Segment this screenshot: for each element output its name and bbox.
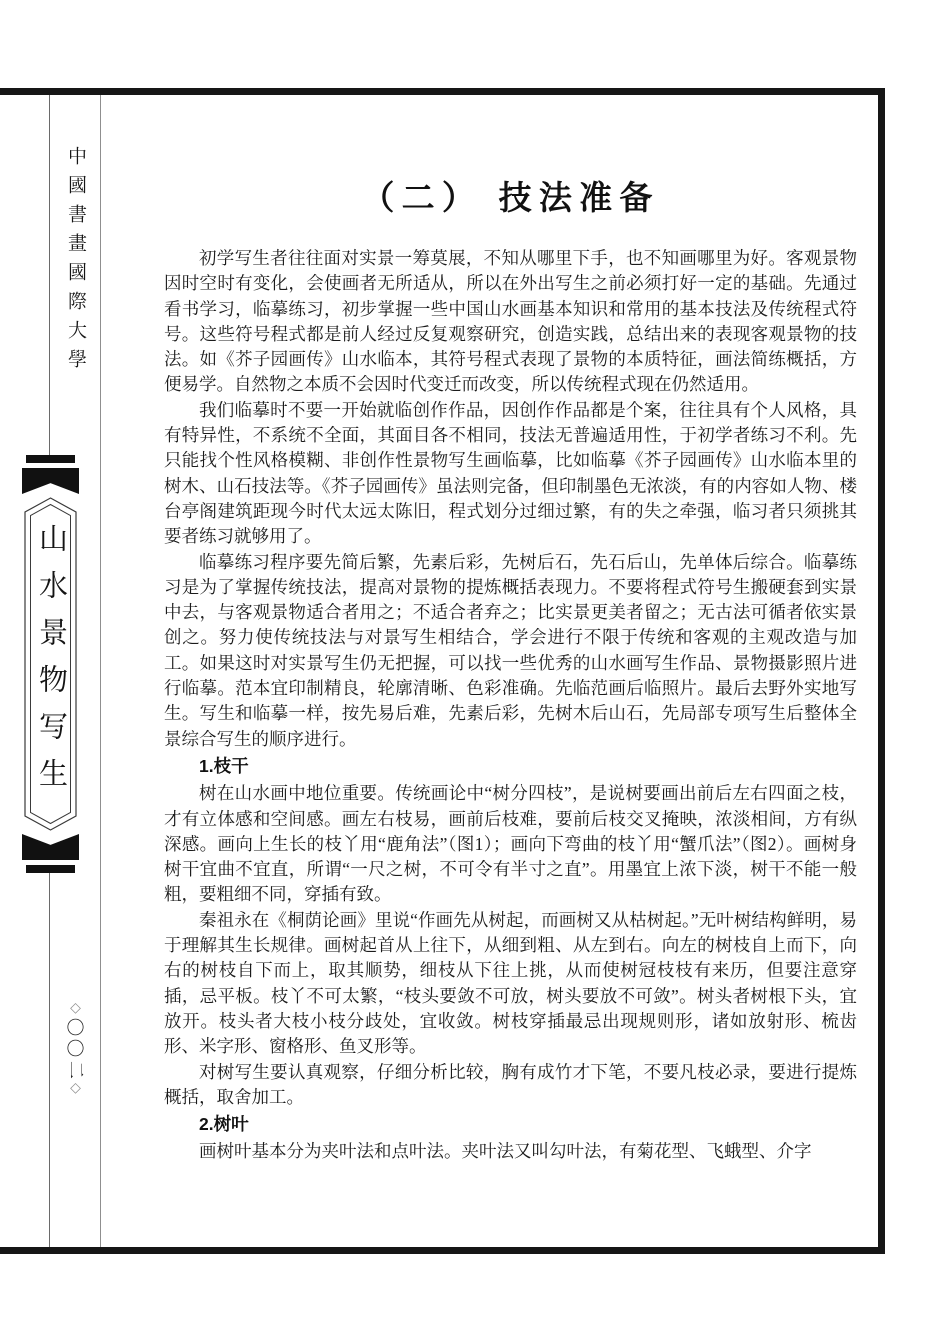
banner-ribbon-top [22, 468, 79, 494]
paragraph: 临摹练习程序要先简后繁，先素后彩，先树后石，先石后山，先单体后综合。临摹练习是为了掌握传统技法，提高对景物的提炼概括表现力。不要将程式符号生搬硬套到实景中去，与客观景物适合者用之；不适合者弃之；比实景更美者留之；无古法可循者依实景创之。努力使传统技法与对景写生相结合，学会进行不限于传统和客观的主观改造与加工。如果这时对实景写生仍无把握，可以找一些优秀的山水画写生作品、景物摄影照片进行临摹。范本宜印制精良，轮廓清晰、色彩准确。先临范画后临照片。最后去野外实地写生。写生和临摹一样，按先易后难，先素后彩，先树木后山石，先局部专项写生后整体全景综合写生的顺序进行。 [164, 551, 857, 749]
folio-digit: 〇 [66, 1018, 85, 1038]
frame-right-rule [878, 88, 885, 1254]
folio-digit: 二 [65, 1061, 86, 1079]
frame-top-rule [0, 88, 885, 95]
banner-plaque [24, 497, 77, 831]
article [164, 172, 857, 1165]
paragraph: 画树叶基本分为夹叶法和点叶法。夹叶法又叫勾叶法，有菊花型、飞蛾型、介字 [199, 1141, 812, 1162]
banner-top-bar [26, 455, 75, 463]
diamond-ornament-icon: ◇ [70, 1001, 81, 1016]
section-heading: 2.树叶 [199, 1114, 249, 1135]
paragraph: 树在山水画中地位重要。传统画论中“树分四枝”，是说树要画出前后左右四面之枝，才有立体感和空间感。画左右枝易，画前后枝难，要前后枝交叉掩映，浓淡相间，方有纵深感。画向上生长的枝丫用“鹿角法”（图1）；画向下弯曲的枝丫用“蟹爪法”（图2）。画树身树干宜曲不宜直，所谓“一尺之树，不可令有半寸之直”。用墨宜上浓下淡，树干不能一般粗，要粗细不同，穿插有致。 [164, 783, 857, 905]
paragraph: 初学写生者往往面对实景一筹莫展，不知从哪里下手，也不知画哪里为好。客观景物因时空时有变化，会使画者无所适从，所以在外出写生之前必须打好一定的基础。先通过看书学习，临摹练习，初步掌握一些中国山水画基本知识和常用的基本技法及传统程式符号。这些符号程式都是前人经过反复观察研究，创造实践，总结出来的表现客观景物的技法。如《芥子园画传》山水临本，其符号程式表现了景物的本质特征，画法简练概括，方便易学。自然物之本质不会因时代变迁而改变，所以传统程式现在仍然适用。 [164, 248, 857, 395]
folio-digit: 〇 [66, 1039, 85, 1059]
paragraph: 对树写生要认真观察，仔细分析比较，胸有成竹才下笔，不要凡枝必录，要进行提炼概括，取舍加工。 [164, 1061, 857, 1107]
folio [50, 1002, 101, 1096]
section-heading: 1.枝干 [199, 755, 249, 776]
paragraph: 我们临摹时不要一开始就临创作作品，因创作作品都是个案，往往具有个人风格，具有特异性，不系统不全面，其面目各不相同，技法无普遍适用性，于初学者练习不利。先只能找个性风格模糊、非创作性景物写生画临摹，比如临摹《芥子园画传》山水临本里的树木、山石技法等。《芥子园画传》虽法则完备，但印制墨色无浓淡，有的内容如人物、楼台亭阁建筑距现今时代太远太陈旧，程式划分过细过繁，有的失之牵强，临习者只须挑其要者练习就够用了。 [164, 399, 857, 547]
banner-title: 山水景物写生 [35, 523, 67, 805]
banner-bottom-bar [26, 865, 75, 873]
frame-bottom-rule [0, 1247, 885, 1254]
article-title: （二） 技法准备 [361, 179, 660, 216]
banner-ribbon-bottom [22, 834, 79, 860]
series-banner [22, 455, 79, 873]
diamond-ornament-icon: ◇ [70, 1081, 81, 1096]
spine-title: 中國書畫國際大學 [65, 146, 86, 378]
paragraph: 秦祖永在《桐荫论画》里说“作画先从树起，而画树又从枯树起。”无叶树结构鲜明，易于理解其生长规律。画树起首从上往下，从细到粗、从左到右。向左的树枝自上而下，向右的树枝自下而上，取其顺势，细枝从下往上挑，从而使树冠枝枝有来历，但要注意穿插，忌平板。枝丫不可太繁，“枝头要敛不可放，树头要放不可敛”。树头者树根下头，宜放开。枝头者大枝小枝分歧处，宜收敛。树枝穿插最忌出现规则形，诸如放射形、梳齿形、米字形、窗格形、鱼叉形等。 [164, 909, 857, 1057]
